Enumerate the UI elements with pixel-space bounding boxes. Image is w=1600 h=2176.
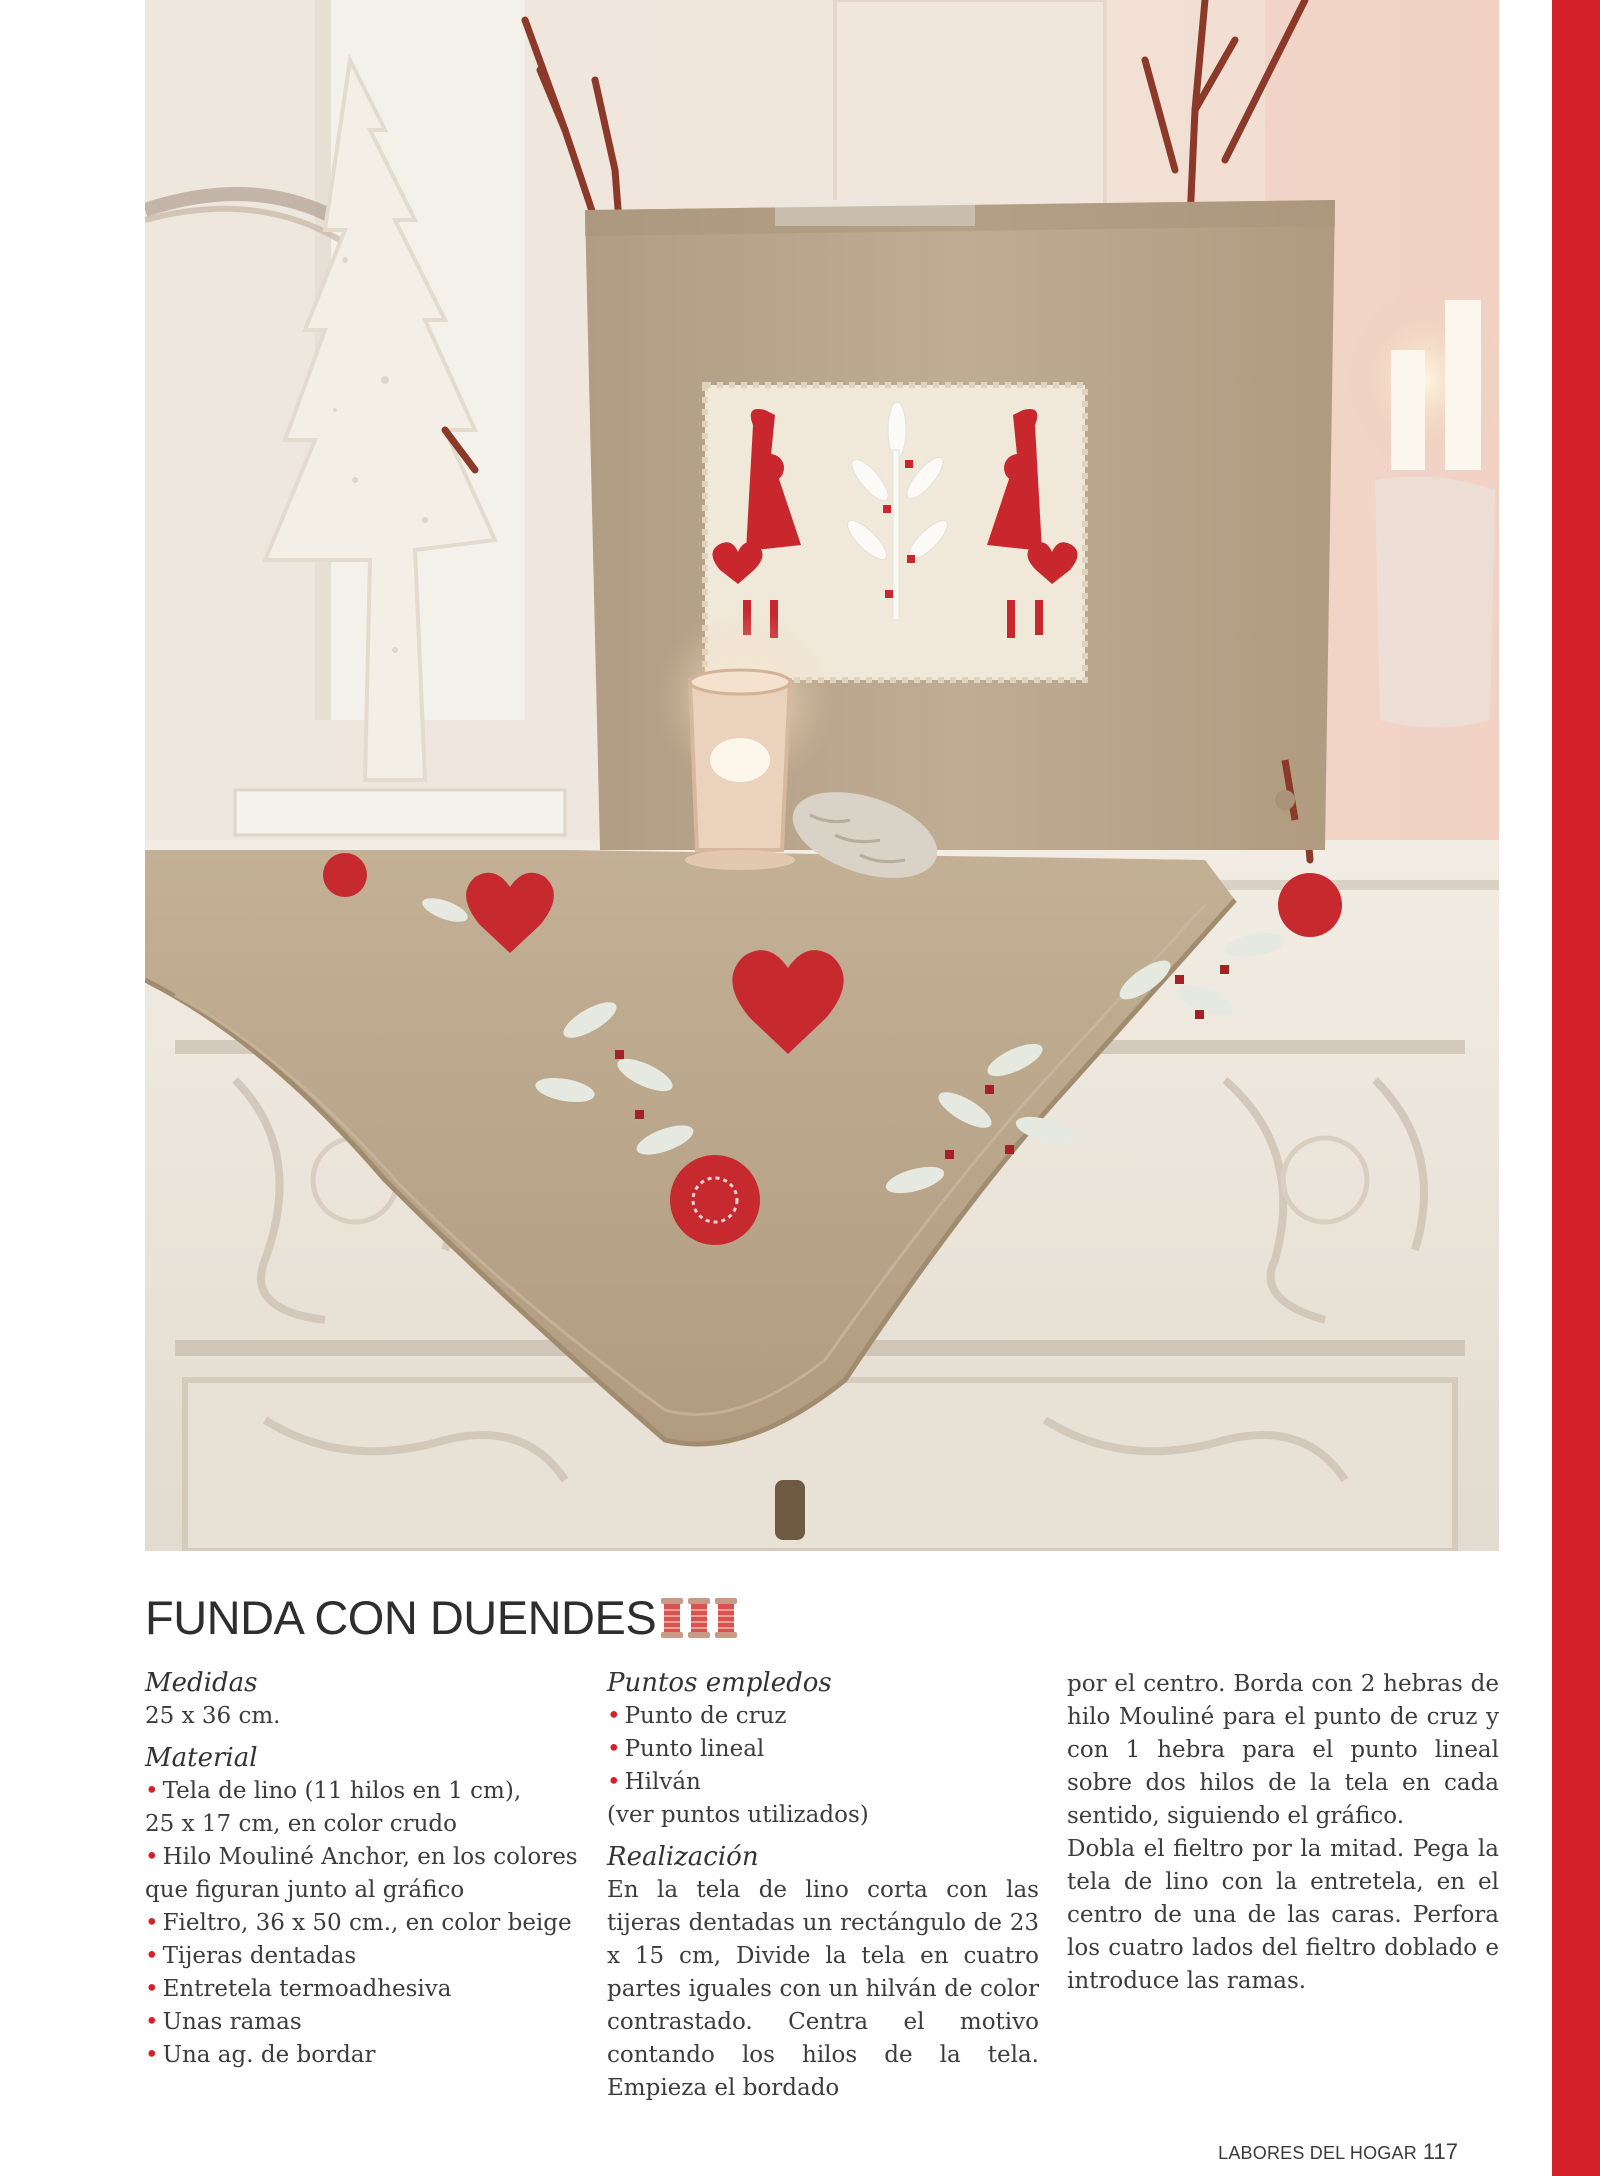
list-item: • Punto lineal	[607, 1733, 1039, 1766]
list-item: • Una ag. de bordar	[145, 2039, 585, 2072]
material-list	[145, 1775, 585, 2072]
list-item: • Fieltro, 36 x 50 cm., en color beige	[145, 1907, 585, 1940]
instructions-paragraph-1: por el centro. Borda con 2 hebras de hilo Mouliné para el punto de cruz y con 1 hebra para el punto lineal sobre dos hilos de la tela en cada sentido, siguiendo el gráfico.	[1067, 1671, 1499, 1829]
list-item: • Tela de lino (11 hilos en 1 cm),	[145, 1775, 585, 1808]
instructions-paragraph-2: Dobla el fieltro por la mitad. Pega la tela de lino con la entretela, en el centro de una de las caras. Perfora los cuatro lados del fieltro doblado e introduce las ramas.	[1067, 1836, 1499, 1994]
hero-photo	[145, 0, 1499, 1551]
instructions-column	[1067, 1668, 1499, 1998]
page-number: 117	[1422, 2139, 1458, 2164]
list-item: • Punto de cruz	[607, 1700, 1039, 1733]
material-heading: Material	[145, 1743, 258, 1773]
list-item: • Entretela termoadhesiva	[145, 1973, 585, 2006]
list-item: • Hilván	[607, 1766, 1039, 1799]
list-item: 25 x 17 cm, en color crudo	[145, 1811, 457, 1837]
list-item: • Tijeras dentadas	[145, 1940, 585, 1973]
list-item: • Hilo Mouliné Anchor, en los colores	[145, 1841, 585, 1874]
accent-side-bar	[1552, 0, 1600, 2176]
puntos-heading: Puntos empledos	[607, 1668, 832, 1698]
thread-spools-icon	[660, 1596, 738, 1640]
puntos-note: (ver puntos utilizados)	[607, 1802, 869, 1828]
list-item: que figuran junto al gráfico	[145, 1877, 465, 1903]
article-title: FUNDA CON DUENDES	[145, 1591, 657, 1644]
materials-column	[145, 1666, 585, 2072]
list-item: • Unas ramas	[145, 2006, 585, 2039]
medidas-value: 25 x 36 cm.	[145, 1703, 281, 1729]
realizacion-text: En la tela de lino corta con las tijeras dentadas un rectángulo de 23 x 15 cm, Divide la tela en cuatro partes iguales con un hilván de color contrastado. Centra el motivo contando los hilos de la tela. Empieza el bordado	[607, 1877, 1039, 2101]
stitches-column	[607, 1666, 1039, 2105]
realizacion-heading: Realización	[607, 1842, 759, 1872]
medidas-heading: Medidas	[145, 1668, 258, 1698]
magazine-name: LABORES DEL HOGAR	[1218, 2143, 1417, 2163]
page-footer	[1218, 2139, 1458, 2165]
